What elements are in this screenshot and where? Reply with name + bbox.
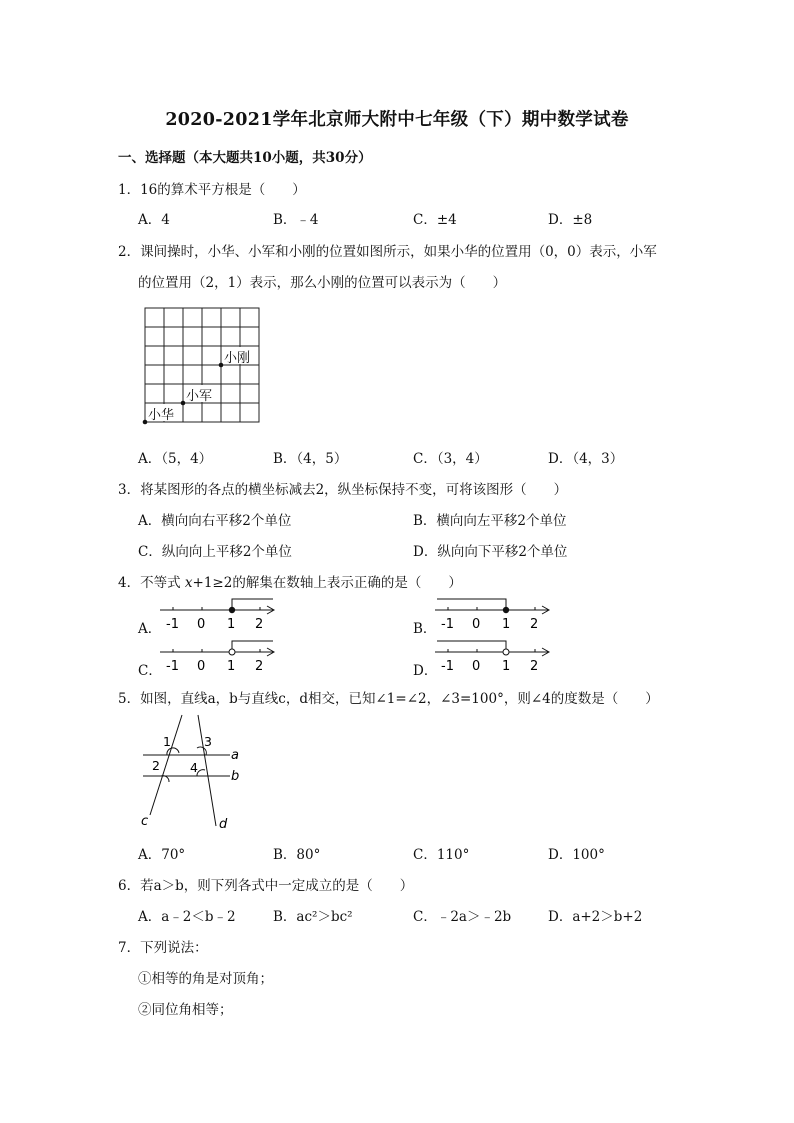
question-1-option-b: B．﹣4 (273, 212, 319, 228)
question-2-option-a: A．（5，4） (138, 451, 213, 467)
label-2: 2 (152, 758, 160, 773)
question-4-option-b-letter: B． (413, 621, 437, 637)
tick-label: -1 (441, 659, 454, 674)
label-d: d (219, 817, 228, 832)
xiaojun-label: 小军 (186, 389, 213, 404)
question-5-option-a: A．70° (138, 847, 186, 863)
angle-4-arc (197, 770, 205, 776)
solid-point (503, 607, 509, 613)
tick-label: 0 (197, 659, 206, 674)
tick-label: 2 (530, 659, 539, 674)
question-1-option-c: C．±4 (413, 212, 457, 228)
question-1-option-a: A．4 (138, 212, 170, 228)
question-6-option-a: A．a﹣2＜b﹣2 (138, 909, 236, 925)
tick-label: -1 (441, 617, 454, 632)
page-title: 2020-2021学年北京师大附中七年级（下）期中数学试卷 (165, 110, 629, 130)
tick-label: 1 (502, 617, 511, 632)
question-4-variable: x (184, 575, 193, 591)
label-c: c (141, 814, 149, 829)
tick-label: 0 (197, 617, 206, 632)
number-line-a (157, 596, 279, 634)
number-line-c (157, 638, 279, 676)
xiaohua-label: 小华 (148, 408, 175, 423)
question-7-item-1: ①相等的角是对顶角； (138, 971, 273, 987)
section-heading: 一、选择题（本大题共10小题，共30分） (118, 150, 372, 166)
question-2-stem-line-2: 的位置用（2，1）表示，那么小刚的位置可以表示为（ ） (138, 275, 507, 291)
question-6-stem: 6．若a＞b，则下列各式中一定成立的是（ ） (118, 878, 414, 894)
question-4-option-d-letter: D． (413, 663, 438, 679)
tick-label: -1 (166, 617, 179, 632)
tick-label: 2 (530, 617, 539, 632)
label-a: a (231, 748, 239, 763)
label-4: 4 (190, 760, 198, 775)
label-1: 1 (163, 734, 171, 749)
xiaohua-point (143, 420, 148, 425)
question-6-option-d: D．a+2＞b+2 (548, 909, 643, 925)
label-b: b (231, 769, 240, 784)
question-2-option-c: C．（3，4） (413, 451, 488, 467)
question-5-stem: 5．如图，直线a，b与直线c，d相交，已知∠1=∠2，∠3=100°，则∠4的度数是（ ） (118, 691, 659, 707)
question-4-option-c-letter: C． (138, 663, 162, 679)
tick-label: 2 (255, 659, 264, 674)
tick-label: 0 (472, 659, 481, 674)
question-3-stem: 3．将某图形的各点的横坐标减去2，纵坐标保持不变，可将该图形（ ） (118, 482, 568, 498)
number-line-d (432, 638, 554, 676)
hollow-point (503, 649, 509, 655)
xiaogang-point (219, 363, 224, 368)
hollow-point (229, 649, 235, 655)
solid-point (229, 607, 235, 613)
tick-label: 2 (255, 617, 264, 632)
question-5-option-d: D．100° (548, 847, 605, 863)
xiaogang-label: 小刚 (224, 351, 251, 366)
question-3-option-c: C．纵向向上平移2个单位 (138, 544, 292, 560)
question-4-stem-suffix: +1≥2的解集在数轴上表示正确的是（ ） (192, 575, 462, 591)
question-2-stem-line-1: 2．课间操时，小华、小军和小刚的位置如图所示，如果小华的位置用（0，0）表示，小军 (118, 244, 657, 260)
xiaojun-point (181, 401, 186, 406)
question-4-stem-prefix: 4．不等式 (118, 575, 185, 591)
question-1-stem: 1．16的算术平方根是（ ） (118, 182, 306, 198)
question-6-option-b: B．ac²＞bc² (273, 909, 353, 925)
question-3-option-b: B．横向向左平移2个单位 (413, 513, 567, 529)
question-5-lines-figure (135, 712, 250, 834)
question-1-option-d: D．±8 (548, 212, 593, 228)
question-7-stem: 7．下列说法： (118, 940, 208, 956)
number-line-b (432, 596, 554, 634)
question-4-option-a-letter: A． (138, 621, 162, 637)
question-2-option-b: B．（4，5） (273, 451, 348, 467)
tick-label: 1 (502, 659, 511, 674)
question-5-option-c: C．110° (413, 847, 470, 863)
tick-label: -1 (166, 659, 179, 674)
tick-label: 0 (472, 617, 481, 632)
question-2-option-d: D．（4，3） (548, 451, 624, 467)
question-3-option-d: D．纵向向下平移2个单位 (413, 544, 568, 560)
question-6-option-c: C．﹣2a＞﹣2b (413, 909, 512, 925)
label-3: 3 (204, 734, 212, 749)
question-7-item-2: ②同位角相等； (138, 1002, 233, 1018)
question-5-option-b: B．80° (273, 847, 321, 863)
tick-label: 1 (227, 617, 236, 632)
question-2-grid-figure (138, 300, 268, 430)
question-4-stem (118, 571, 462, 591)
tick-label: 1 (227, 659, 236, 674)
question-3-option-a: A．横向向右平移2个单位 (138, 513, 292, 529)
